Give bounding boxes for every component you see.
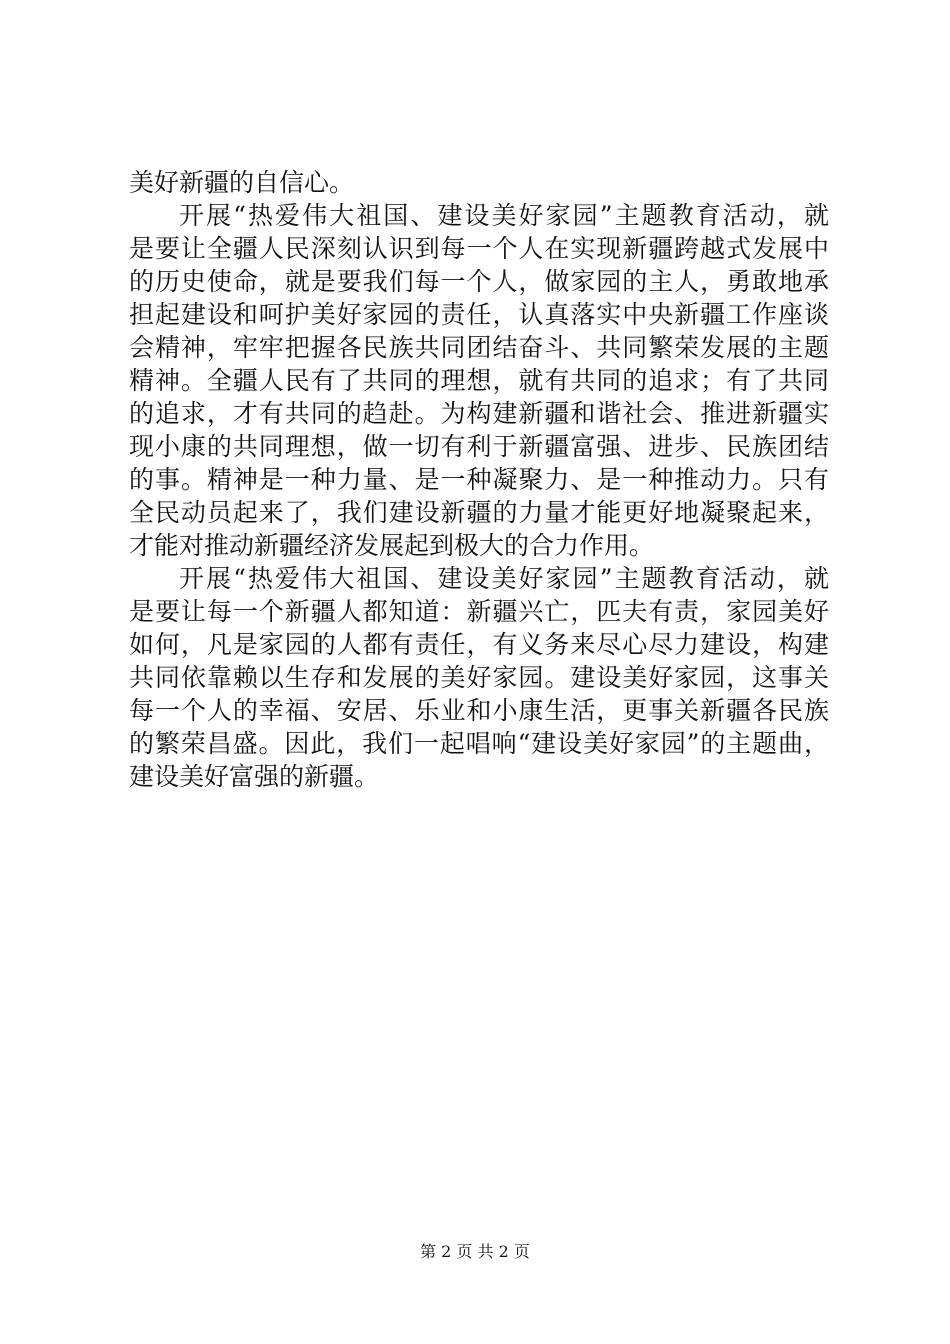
text-line: 美好新疆的自信心。: [129, 168, 355, 197]
text-line: 如何，凡是家园的人都有责任，有义务来尽心尽力建设，构建: [129, 630, 829, 659]
text-line: 才能对推动新疆经济发展起到极大的合力作用。: [129, 531, 655, 560]
text-line: 的追求，才有共同的趋赴。为构建新疆和谐社会、推进新疆实: [129, 399, 829, 428]
text-line: 全民动员起来了，我们建设新疆的力量才能更好地凝聚起来，: [129, 498, 829, 527]
text-line: 的历史使命，就是要我们每一个人，做家园的主人，勇敢地承: [129, 267, 829, 296]
text-line: 建设美好富强的新疆。: [129, 762, 380, 791]
text-line: 担起建设和呵护美好家园的责任，认真落实中央新疆工作座谈: [129, 300, 829, 329]
text-line: 开展“热爱伟大祖国、建设美好家园”主题教育活动，就: [179, 201, 829, 230]
text-line: 共同依靠赖以生存和发展的美好家园。建设美好家园，这事关: [129, 663, 829, 692]
text-line: 会精神，牢牢把握各民族共同团结奋斗、共同繁荣发展的主题: [129, 333, 829, 362]
page-number-footer: 第 2 页 共 2 页: [420, 1242, 530, 1261]
text-line: 是要让全疆人民深刻认识到每一个人在实现新疆跨越式发展中: [129, 234, 829, 263]
text-line: 精神。全疆人民有了共同的理想，就有共同的追求；有了共同: [129, 366, 829, 395]
text-line: 的事。精神是一种力量、是一种凝聚力、是一种推动力。只有: [129, 465, 829, 494]
text-line: 是要让每一个新疆人都知道：新疆兴亡，匹夫有责，家园美好: [129, 597, 829, 626]
text-line: 每一个人的幸福、安居、乐业和小康生活，更事关新疆各民族: [129, 696, 829, 725]
text-line: 现小康的共同理想，做一切有利于新疆富强、进步、民族团结: [129, 432, 829, 461]
text-line: 开展“热爱伟大祖国、建设美好家园”主题教育活动，就: [179, 564, 829, 593]
document-body: [129, 166, 829, 793]
text-line: 的繁荣昌盛。因此，我们一起唱响“建设美好家园”的主题曲，: [129, 729, 829, 758]
